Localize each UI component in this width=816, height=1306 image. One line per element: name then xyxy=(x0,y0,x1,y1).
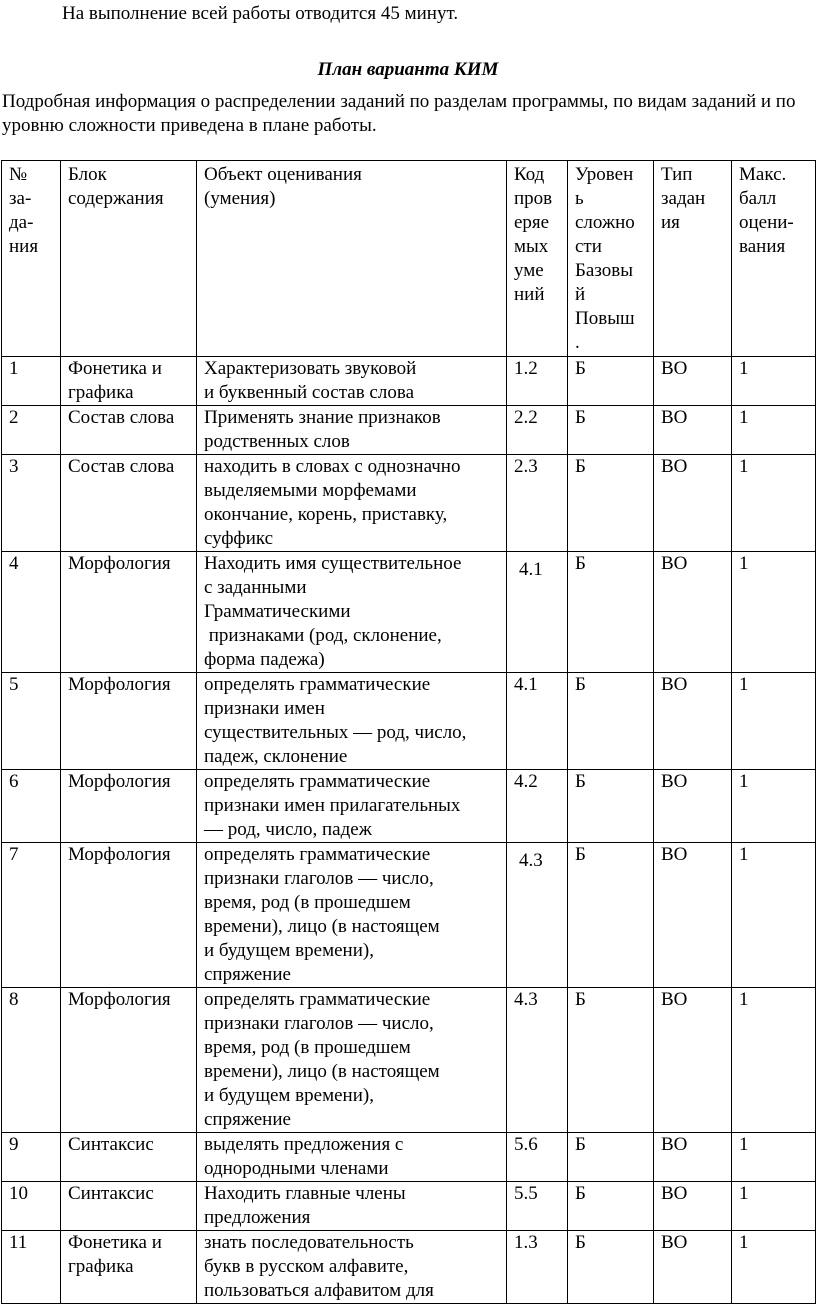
cell-content-block-line: Фонетика и xyxy=(68,1232,162,1253)
header-line: ь xyxy=(575,188,584,209)
cell-max-score: 1 xyxy=(732,1182,816,1231)
cell-content-block xyxy=(61,1133,197,1182)
cell-content-block xyxy=(61,552,197,673)
cell-task-type: ВО xyxy=(654,406,732,455)
cell-assessment-object xyxy=(197,552,507,673)
header-line: (умения) xyxy=(204,188,276,209)
cell-task-type: ВО xyxy=(654,357,732,406)
cell-assessment-object-line: однородными членами xyxy=(204,1158,389,1179)
cell-content-block-line: графика xyxy=(68,382,134,403)
cell-assessment-object-line: Находить главные члены xyxy=(204,1183,406,1204)
cell-difficulty-level: Б xyxy=(568,988,654,1133)
header-line: за- xyxy=(9,188,32,209)
cell-content-block xyxy=(61,357,197,406)
cell-max-score: 1 xyxy=(732,357,816,406)
header-line: ия xyxy=(661,212,680,233)
table-body xyxy=(2,357,816,1304)
header-line: . xyxy=(575,332,580,353)
cell-assessment-object-line: выделять предложения с xyxy=(204,1134,404,1155)
header-skill-code xyxy=(507,161,568,357)
cell-assessment-object-line: Находить имя существительное xyxy=(204,553,462,574)
cell-content-block-line: Состав слова xyxy=(68,407,175,428)
table-header-row xyxy=(2,161,816,357)
table-row xyxy=(2,1231,816,1304)
cell-task-number: 6 xyxy=(2,770,61,843)
cell-skill-code: 4.1 xyxy=(507,673,568,770)
cell-assessment-object-line: Применять знание признаков xyxy=(204,407,441,428)
cell-assessment-object-line: спряжение xyxy=(204,964,291,985)
cell-difficulty-level: Б xyxy=(568,406,654,455)
cell-assessment-object-line: суффикс xyxy=(204,528,274,549)
cell-skill-code: 5.6 xyxy=(507,1133,568,1182)
cell-task-number: 1 xyxy=(2,357,61,406)
cell-assessment-object-line: определять грамматические xyxy=(204,989,431,1010)
cell-task-number: 11 xyxy=(2,1231,61,1304)
cell-skill-code: 5.5 xyxy=(507,1182,568,1231)
header-line: оцени- xyxy=(739,212,794,233)
cell-assessment-object-line: выделяемыми морфемами xyxy=(204,480,417,501)
cell-skill-code: 4.2 xyxy=(507,770,568,843)
plan-title: План варианта КИМ xyxy=(317,59,499,80)
cell-task-type: ВО xyxy=(654,673,732,770)
header-line: ния xyxy=(9,236,39,257)
cell-difficulty-level: Б xyxy=(568,1133,654,1182)
cell-assessment-object xyxy=(197,673,507,770)
header-line: ний xyxy=(514,284,545,305)
header-line: Уровен xyxy=(575,164,634,185)
cell-assessment-object xyxy=(197,1133,507,1182)
cell-content-block-line: Фонетика и xyxy=(68,358,162,379)
cell-content-block-line: Морфология xyxy=(68,674,171,695)
header-line: задан xyxy=(661,188,706,209)
cell-content-block xyxy=(61,843,197,988)
cell-assessment-object-line: время, род (в прошедшем xyxy=(204,1037,411,1058)
cell-assessment-object-line: и будущем времени), xyxy=(204,1085,374,1106)
cell-max-score: 1 xyxy=(732,552,816,673)
cell-task-type: ВО xyxy=(654,455,732,552)
cell-skill-code: 4.3 xyxy=(507,843,568,988)
cell-task-number: 10 xyxy=(2,1182,61,1231)
cell-assessment-object-line: спряжение xyxy=(204,1109,291,1130)
cell-content-block xyxy=(61,988,197,1133)
cell-content-block-line: графика xyxy=(68,1256,134,1277)
cell-assessment-object xyxy=(197,455,507,552)
cell-assessment-object-line: признаками (род, склонение, xyxy=(204,625,442,646)
cell-max-score: 1 xyxy=(732,1133,816,1182)
cell-task-type: ВО xyxy=(654,1231,732,1304)
cell-assessment-object xyxy=(197,770,507,843)
cell-content-block xyxy=(61,673,197,770)
table-row xyxy=(2,1182,816,1231)
cell-assessment-object xyxy=(197,843,507,988)
cell-task-number: 2 xyxy=(2,406,61,455)
cell-content-block-line: Синтаксис xyxy=(68,1183,154,1204)
cell-assessment-object xyxy=(197,988,507,1133)
header-line: Объект оценивания xyxy=(204,164,362,185)
cell-assessment-object-line: определять грамматические xyxy=(204,844,431,865)
table-row xyxy=(2,406,816,455)
cell-assessment-object-line: время, род (в прошедшем xyxy=(204,892,411,913)
cell-assessment-object-line: родственных слов xyxy=(204,431,350,452)
cell-content-block-line: Синтаксис xyxy=(68,1134,154,1155)
cell-assessment-object-line: определять грамматические xyxy=(204,771,431,792)
table-row xyxy=(2,357,816,406)
table-row xyxy=(2,770,816,843)
cell-task-type: ВО xyxy=(654,988,732,1133)
cell-task-type: ВО xyxy=(654,843,732,988)
header-content-block xyxy=(61,161,197,357)
header-line: вания xyxy=(739,236,786,257)
header-line: да- xyxy=(9,212,34,233)
cell-task-number: 5 xyxy=(2,673,61,770)
header-line: содержания xyxy=(68,188,164,209)
cell-max-score: 1 xyxy=(732,455,816,552)
cell-content-block-line: Морфология xyxy=(68,989,171,1010)
cell-task-number: 4 xyxy=(2,552,61,673)
cell-content-block-line: Морфология xyxy=(68,553,171,574)
header-line: Блок xyxy=(68,164,107,185)
cell-skill-code: 2.3 xyxy=(507,455,568,552)
cell-assessment-object-line: Грамматическими xyxy=(204,601,351,622)
header-line: мых xyxy=(514,236,549,257)
cell-assessment-object-line: пользоваться алфавитом для xyxy=(204,1280,434,1301)
table-row xyxy=(2,673,816,770)
cell-difficulty-level: Б xyxy=(568,552,654,673)
header-line: сти xyxy=(575,236,602,257)
cell-content-block-line: Состав слова xyxy=(68,456,175,477)
cell-content-block xyxy=(61,1182,197,1231)
cell-task-type: ВО xyxy=(654,770,732,843)
header-line: сложно xyxy=(575,212,635,233)
plan-table xyxy=(1,160,816,1304)
header-assessment-object xyxy=(197,161,507,357)
header-line: уме xyxy=(514,260,544,281)
cell-assessment-object xyxy=(197,357,507,406)
cell-max-score: 1 xyxy=(732,406,816,455)
cell-task-number: 7 xyxy=(2,843,61,988)
cell-difficulty-level: Б xyxy=(568,843,654,988)
cell-difficulty-level: Б xyxy=(568,1231,654,1304)
cell-max-score: 1 xyxy=(732,673,816,770)
table-row xyxy=(2,988,816,1133)
cell-assessment-object-line: и буквенный состав слова xyxy=(204,382,415,403)
cell-skill-code: 2.2 xyxy=(507,406,568,455)
cell-max-score: 1 xyxy=(732,988,816,1133)
cell-assessment-object-line: знать последовательность xyxy=(204,1232,414,1253)
header-line: балл xyxy=(739,188,777,209)
cell-assessment-object-line: падеж, склонение xyxy=(204,746,348,767)
cell-assessment-object-line: признаки глаголов — число, xyxy=(204,868,434,889)
cell-content-block-line: Морфология xyxy=(68,771,171,792)
cell-assessment-object-line: букв в русском алфавите, xyxy=(204,1256,409,1277)
cell-task-number: 8 xyxy=(2,988,61,1133)
cell-task-type: ВО xyxy=(654,552,732,673)
header-line: Базовы xyxy=(575,260,633,281)
cell-assessment-object-line: существительных — род, число, xyxy=(204,722,467,743)
cell-task-type: ВО xyxy=(654,1182,732,1231)
header-line: Макс. xyxy=(739,164,787,185)
header-line: пров xyxy=(514,188,553,209)
cell-max-score: 1 xyxy=(732,770,816,843)
cell-assessment-object-line: признаки глаголов — число, xyxy=(204,1013,434,1034)
cell-content-block xyxy=(61,455,197,552)
cell-assessment-object-line: окончание, корень, приставку, xyxy=(204,504,448,525)
cell-assessment-object-line: форма падежа) xyxy=(204,649,325,670)
cell-difficulty-level: Б xyxy=(568,1182,654,1231)
table-row xyxy=(2,1133,816,1182)
header-max-score xyxy=(732,161,816,357)
description-paragraph: Подробная информация о распределении заданий по разделам программы, по видам заданий и по уровню сложности приведена в плане работы. xyxy=(2,91,796,136)
cell-assessment-object-line: Характеризовать звуковой xyxy=(204,358,417,379)
cell-assessment-object xyxy=(197,1231,507,1304)
cell-difficulty-level: Б xyxy=(568,673,654,770)
header-line: Тип xyxy=(661,164,693,185)
cell-task-number: 9 xyxy=(2,1133,61,1182)
cell-skill-code: 4.3 xyxy=(507,988,568,1133)
cell-assessment-object-line: определять грамматические xyxy=(204,674,431,695)
header-line: Код xyxy=(514,164,545,185)
cell-max-score: 1 xyxy=(732,1231,816,1304)
table-row xyxy=(2,843,816,988)
cell-assessment-object-line: находить в словах с однозначно xyxy=(204,456,461,477)
header-line: Повыш xyxy=(575,308,635,329)
cell-difficulty-level: Б xyxy=(568,770,654,843)
cell-assessment-object-line: с заданными xyxy=(204,577,307,598)
header-line: № xyxy=(9,164,28,185)
cell-task-type: ВО xyxy=(654,1133,732,1182)
cell-assessment-object-line: признаки имен xyxy=(204,698,325,719)
cell-assessment-object-line: признаки имен прилагательных xyxy=(204,795,461,816)
header-difficulty-level xyxy=(568,161,654,357)
cell-skill-code: 1.3 xyxy=(507,1231,568,1304)
cell-assessment-object xyxy=(197,406,507,455)
cell-content-block xyxy=(61,1231,197,1304)
cell-difficulty-level: Б xyxy=(568,455,654,552)
cell-assessment-object xyxy=(197,1182,507,1231)
cell-skill-code: 4.1 xyxy=(507,552,568,673)
cell-assessment-object-line: предложения xyxy=(204,1207,311,1228)
cell-difficulty-level: Б xyxy=(568,357,654,406)
cell-content-block xyxy=(61,406,197,455)
header-task-number xyxy=(2,161,61,357)
header-line: еряе xyxy=(514,212,550,233)
table-row xyxy=(2,552,816,673)
cell-task-number: 3 xyxy=(2,455,61,552)
table-row xyxy=(2,455,816,552)
cell-content-block xyxy=(61,770,197,843)
cell-assessment-object-line: времени), лицо (в настоящем xyxy=(204,916,440,937)
cell-assessment-object-line: — род, число, падеж xyxy=(204,819,372,840)
cell-assessment-object-line: времени), лицо (в настоящем xyxy=(204,1061,440,1082)
intro-text: На выполнение всей работы отводится 45 минут. xyxy=(62,3,459,24)
cell-max-score: 1 xyxy=(732,843,816,988)
cell-content-block-line: Морфология xyxy=(68,844,171,865)
header-task-type xyxy=(654,161,732,357)
cell-assessment-object-line: и будущем времени), xyxy=(204,940,374,961)
header-line: й xyxy=(575,284,586,305)
cell-skill-code: 1.2 xyxy=(507,357,568,406)
